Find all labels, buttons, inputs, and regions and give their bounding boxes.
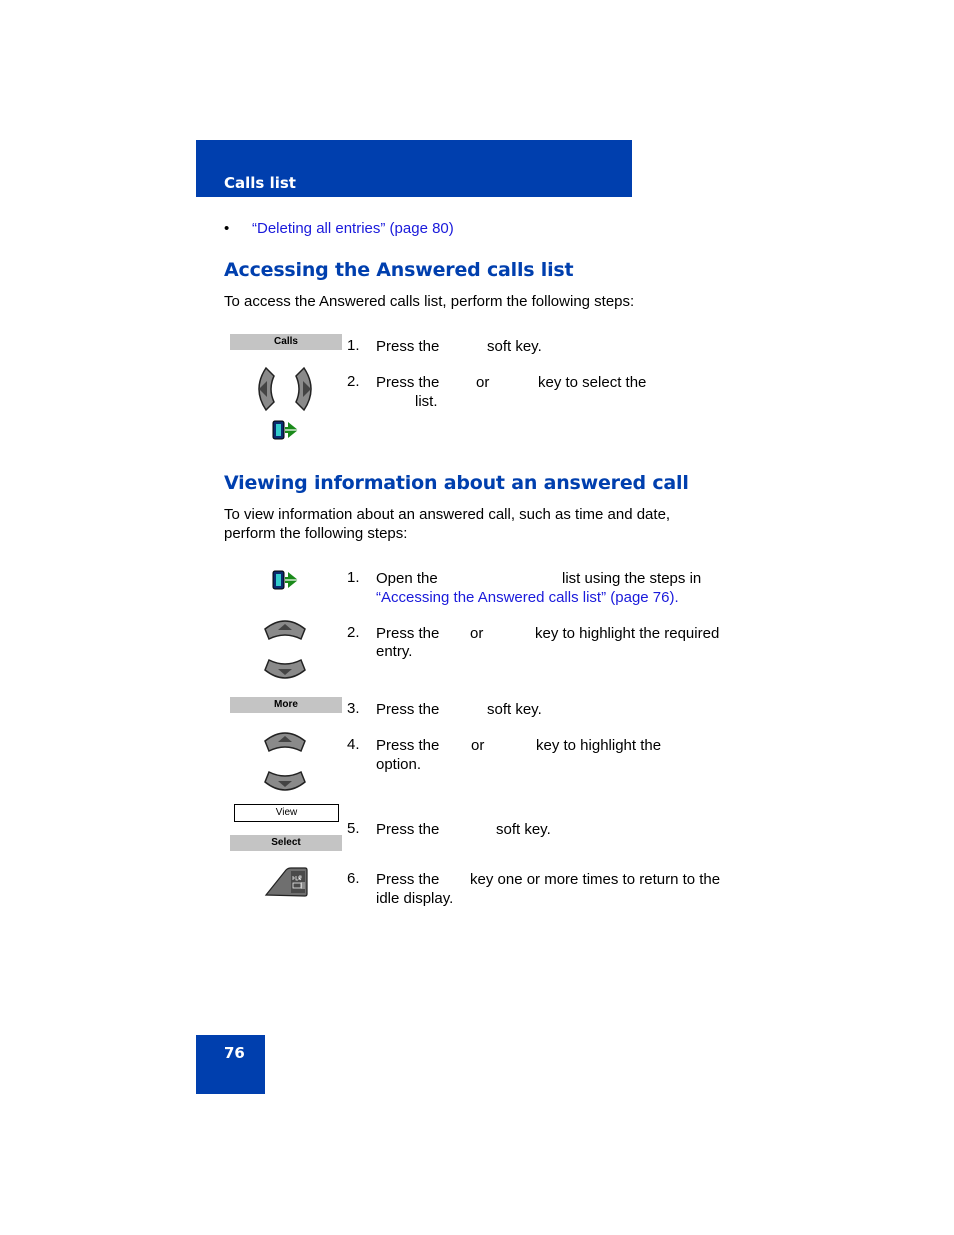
step-text: Press the — [376, 374, 440, 391]
up-nav-key-icon — [263, 617, 307, 643]
view-option: View — [234, 804, 339, 822]
step-text: or — [471, 737, 485, 754]
step-text: Press the — [376, 821, 440, 838]
step-text: soft key. — [496, 821, 551, 838]
step-number: 5. — [347, 820, 360, 837]
step-text: list. — [415, 393, 438, 410]
step-text: key to highlight the required — [535, 625, 720, 642]
section-title: Calls list — [224, 174, 296, 192]
calls-softkey: Calls — [230, 334, 342, 350]
answered-calls-icon — [272, 419, 300, 441]
select-softkey: Select — [230, 835, 342, 851]
step-number: 1. — [347, 569, 360, 586]
step-number: 3. — [347, 700, 360, 717]
step-text: Press the — [376, 625, 440, 642]
step-text: Press the — [376, 701, 440, 718]
up-nav-key-icon — [263, 729, 307, 755]
step-text: key to select the — [538, 374, 647, 391]
step-number: 1. — [347, 337, 360, 354]
link-period: . — [674, 589, 679, 606]
answered-calls-icon — [272, 569, 300, 591]
deleting-entries-link[interactable]: “Deleting all entries” (page 80) — [252, 220, 454, 237]
step-text: entry. — [376, 643, 413, 660]
step-text: or — [476, 374, 490, 391]
left-right-nav-keys-icon — [250, 366, 320, 412]
section1-intro: To access the Answered calls list, perform the following steps: — [224, 293, 635, 310]
step-text: soft key. — [487, 701, 542, 718]
section2-intro-line2: perform the following steps: — [224, 525, 408, 542]
down-nav-key-icon — [263, 656, 307, 682]
step-number: 6. — [347, 870, 360, 887]
step-text: Press the — [376, 338, 440, 355]
step-number: 2. — [347, 624, 360, 641]
step-text: key to highlight the — [536, 737, 662, 754]
step-link-line — [376, 588, 679, 607]
step-text: option. — [376, 756, 422, 773]
page-number: 76 — [224, 1044, 245, 1062]
step-text: Press the — [376, 737, 440, 754]
step-number: 4. — [347, 736, 360, 753]
step-number: 2. — [347, 373, 360, 390]
section2-intro-line1: To view information about an answered call, such as time and date, — [224, 506, 671, 523]
bullet-marker: • — [224, 220, 230, 237]
heading-viewing-info: Viewing information about an answered call — [224, 472, 689, 494]
step-text: idle display. — [376, 890, 454, 907]
step-text: Press the — [376, 871, 440, 888]
more-softkey: More — [230, 697, 342, 713]
step-text: key one or more times to return to the — [470, 871, 721, 888]
clear-key-icon — [264, 867, 309, 897]
accessing-answered-link[interactable]: “Accessing the Answered calls list” (page 76) — [376, 589, 675, 606]
step-text: list using the steps in — [562, 570, 702, 587]
step-text: soft key. — [487, 338, 542, 355]
down-nav-key-icon — [263, 768, 307, 794]
step-text: or — [470, 625, 484, 642]
heading-accessing-answered: Accessing the Answered calls list — [224, 259, 574, 281]
step-text: Open the — [376, 570, 438, 587]
